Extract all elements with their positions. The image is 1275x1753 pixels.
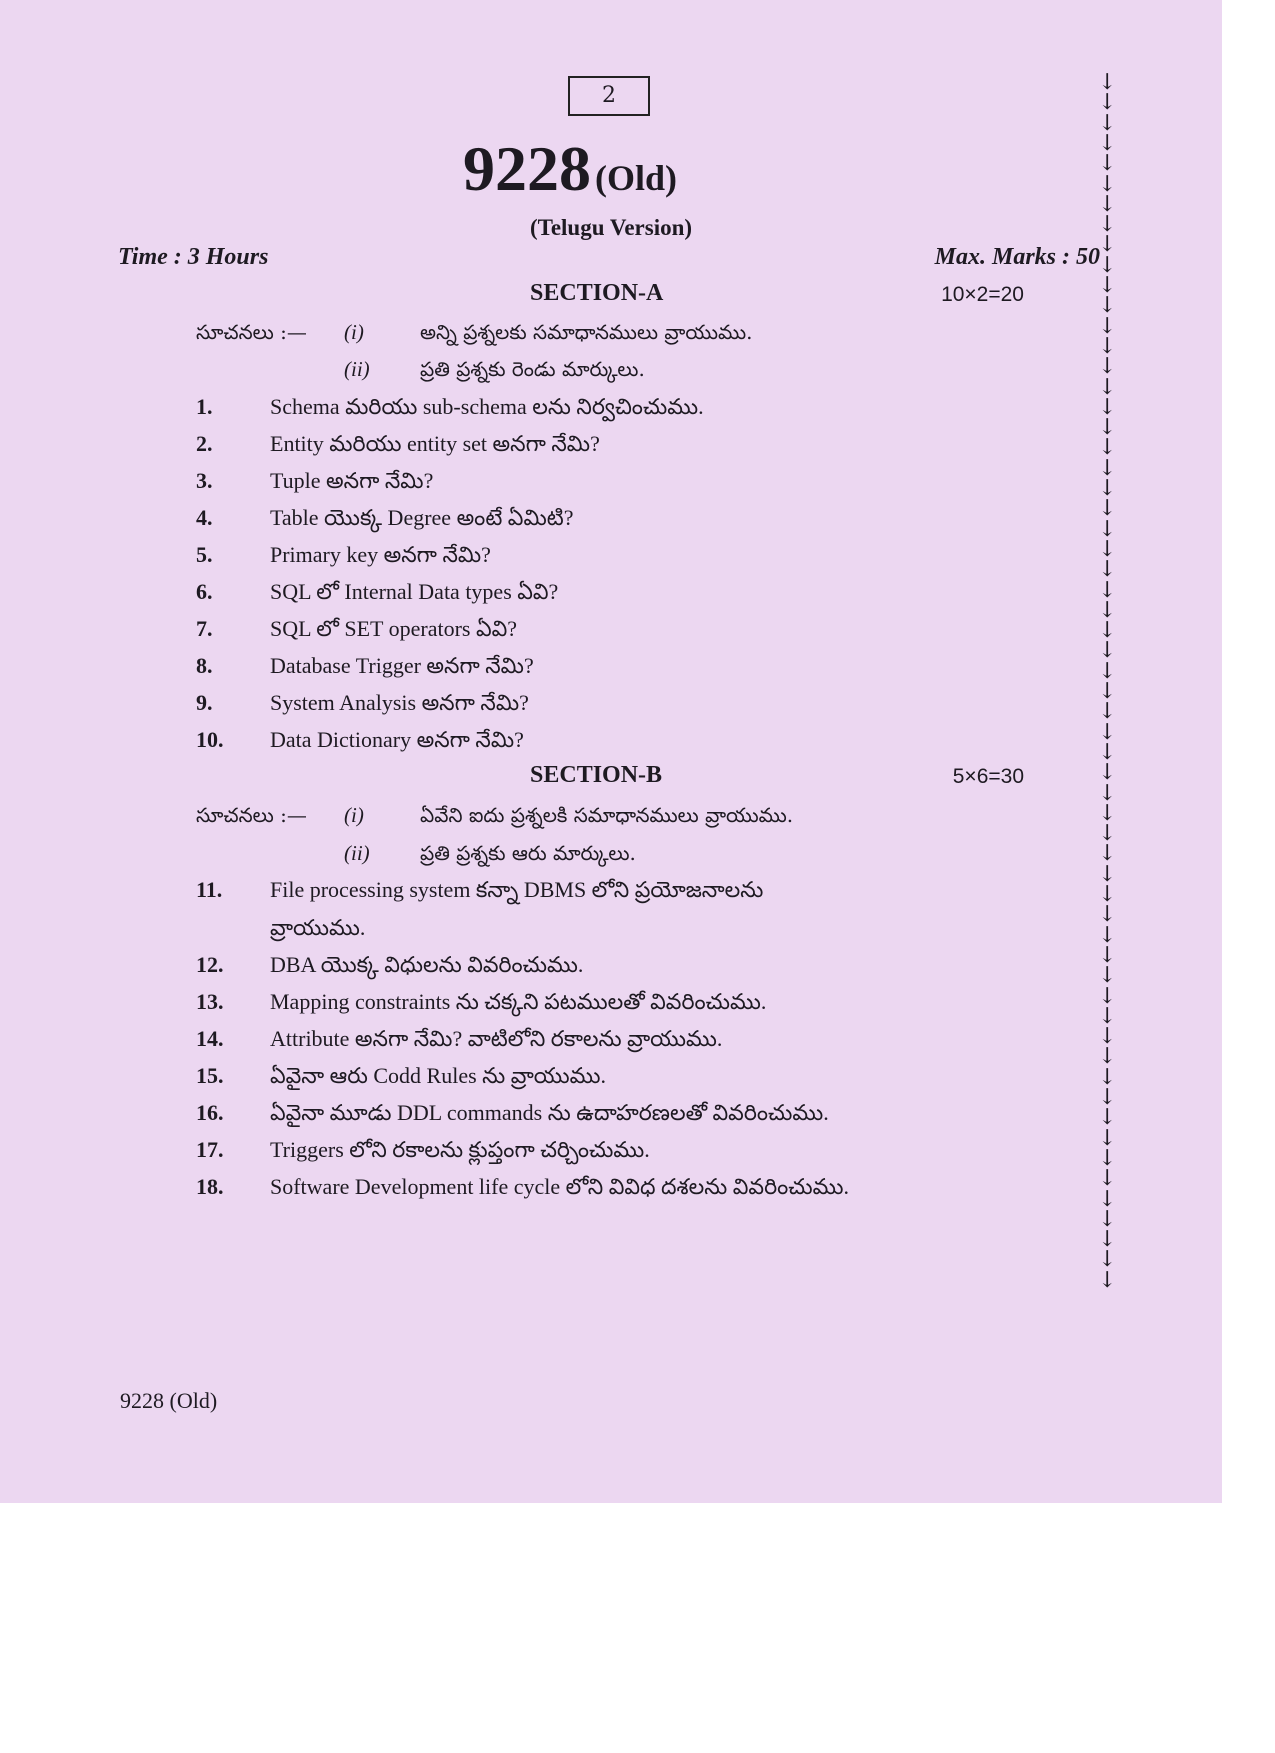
question-text: File processing system కన్నా DBMS లోని ప్రయోజనాలను bbox=[270, 877, 764, 902]
down-arrow-icon: ↓ bbox=[1098, 90, 1117, 116]
down-arrow-icon: ↓ bbox=[1098, 658, 1117, 684]
down-arrow-icon: ↓ bbox=[1098, 597, 1117, 623]
section-a-marks: 10×2=20 bbox=[941, 283, 1024, 306]
down-arrow-icon: ↓ bbox=[1098, 496, 1117, 522]
down-arrow-icon: ↓ bbox=[1098, 354, 1117, 380]
down-arrow-icon: ↓ bbox=[1098, 942, 1117, 968]
down-arrow-icon: ↓ bbox=[1098, 394, 1117, 420]
section-b-marks: 5×6=30 bbox=[952, 765, 1024, 788]
question-text: Mapping constraints ను చక్కని పటములతో వివరించుము. bbox=[270, 989, 767, 1014]
down-arrow-icon: ↓ bbox=[1098, 1024, 1117, 1050]
question-text: System Analysis అనగా నేమి? bbox=[270, 690, 529, 715]
down-arrow-icon: ↓ bbox=[1098, 922, 1117, 948]
down-arrow-icon: ↓ bbox=[1098, 232, 1117, 258]
down-arrow-icon: ↓ bbox=[1098, 1145, 1117, 1171]
question-text: Database Trigger అనగా నేమి? bbox=[270, 653, 534, 678]
down-arrow-icon: ↓ bbox=[1098, 273, 1117, 298]
section-b-note-ii-num: (ii) bbox=[344, 841, 370, 865]
question-number: 11. bbox=[196, 877, 223, 902]
question-text: Software Development life cycle లోని వివిధ దశలను వివరించుము. bbox=[270, 1174, 849, 1199]
question-number: 4. bbox=[196, 505, 213, 530]
down-arrow-icon: ↓ bbox=[1098, 313, 1117, 339]
question-number: 1. bbox=[196, 394, 213, 419]
question-text: Triggers లోని రకాలను క్లుప్తంగా చర్చించుము. bbox=[270, 1137, 650, 1162]
section-b-title: SECTION-B bbox=[530, 762, 663, 788]
down-arrow-icon: ↓ bbox=[1098, 882, 1117, 907]
down-arrow-icon: ↓ bbox=[1098, 1206, 1117, 1232]
section-b-note-i-num: (i) bbox=[344, 803, 364, 827]
question-number: 8. bbox=[196, 653, 213, 678]
question-text: Data Dictionary అనగా నేమి? bbox=[270, 727, 524, 752]
question-text: SQL లో SET operators ఏవి? bbox=[270, 616, 518, 641]
paper-code bbox=[463, 132, 677, 206]
section-a-note-i: అన్ని ప్రశ్నలకు సమాధానములు వ్రాయుము. bbox=[420, 320, 753, 344]
section-b-note-i: ఏవేని ఐదు ప్రశ్నలకి సమాధానములు వ్రాయుము. bbox=[420, 803, 794, 827]
question-number: 15. bbox=[196, 1063, 224, 1088]
question-text: Table యొక్క Degree అంటే ఏమిటి? bbox=[270, 505, 574, 530]
down-arrow-icon: ↓ bbox=[1098, 130, 1117, 156]
question-text: Tuple అనగా నేమి? bbox=[270, 468, 434, 493]
question-number: 6. bbox=[196, 579, 213, 604]
question-text: ఏవైనా మూడు DDL commands ను ఉదాహరణలతో వివరించుము. bbox=[270, 1100, 829, 1125]
question-number: 12. bbox=[196, 952, 224, 977]
down-arrow-icon: ↓ bbox=[1098, 110, 1117, 136]
down-arrow-icon: ↓ bbox=[1098, 902, 1117, 928]
down-arrow-icon: ↓ bbox=[1098, 739, 1117, 765]
question-text: Attribute అనగా నేమి? వాటిలోని రకాలను వ్రాయుము. bbox=[270, 1026, 723, 1051]
down-arrow-icon: ↓ bbox=[1098, 171, 1117, 197]
question-text: Entity మరియు entity set అనగా నేమి? bbox=[270, 431, 600, 456]
footer-paper-code: 9228 (Old) bbox=[120, 1388, 218, 1413]
section-b-note-ii: ప్రతి ప్రశ్నకు ఆరు మార్కులు. bbox=[420, 841, 636, 865]
down-arrow-icon: ↓ bbox=[1098, 719, 1117, 745]
question-number: 2. bbox=[196, 431, 213, 456]
down-arrow-icon: ↓ bbox=[1098, 1003, 1117, 1029]
section-a-note-label: సూచనలు :— bbox=[196, 320, 307, 344]
down-arrow-icon: ↓ bbox=[1098, 1166, 1117, 1192]
down-arrow-icon: ↓ bbox=[1098, 212, 1117, 238]
section-a-note-ii: ప్రతి ప్రశ్నకు రెండు మార్కులు. bbox=[420, 357, 645, 381]
question-text: వ్రాయుము. bbox=[270, 915, 366, 940]
down-arrow-icon: ↓ bbox=[1098, 618, 1117, 644]
question-text: Schema మరియు sub-schema లను నిర్వచించుము. bbox=[270, 394, 704, 419]
down-arrow-icon: ↓ bbox=[1098, 455, 1117, 481]
down-arrow-icon: ↓ bbox=[1098, 679, 1117, 704]
down-arrow-icon: ↓ bbox=[1098, 191, 1117, 217]
question-text: SQL లో Internal Data types ఏవి? bbox=[270, 579, 559, 604]
down-arrow-icon: ↓ bbox=[1098, 1186, 1117, 1212]
down-arrow-icon: ↓ bbox=[1098, 516, 1117, 542]
down-arrow-icon: ↓ bbox=[1098, 821, 1117, 847]
down-arrow-icon: ↓ bbox=[1098, 841, 1117, 867]
down-arrow-icon: ↓ bbox=[1098, 861, 1117, 887]
down-arrow-icon: ↓ bbox=[1098, 557, 1117, 583]
down-arrow-icon: ↓ bbox=[1098, 252, 1117, 278]
down-arrow-icon: ↓ bbox=[1098, 638, 1117, 664]
down-arrow-icon: ↓ bbox=[1098, 963, 1117, 989]
question-text: ఏవైనా ఆరు Codd Rules ను వ్రాయుము. bbox=[270, 1063, 607, 1088]
max-marks-label: Max. Marks : 50 bbox=[934, 244, 1100, 270]
question-number: 3. bbox=[196, 468, 213, 493]
down-arrow-icon: ↓ bbox=[1098, 333, 1117, 359]
version-label: (Telugu Version) bbox=[529, 215, 693, 240]
question-number: 17. bbox=[196, 1137, 224, 1162]
down-arrow-icon: ↓ bbox=[1098, 1085, 1117, 1110]
question-number: 14. bbox=[196, 1026, 224, 1051]
paper-code-number: 9228 bbox=[463, 133, 591, 204]
down-arrow-icon: ↓ bbox=[1098, 415, 1117, 441]
down-arrow-icon: ↓ bbox=[1098, 1064, 1117, 1090]
down-arrow-icon: ↓ bbox=[1098, 1267, 1117, 1293]
down-arrow-icon: ↓ bbox=[1098, 1044, 1117, 1070]
question-number: 10. bbox=[196, 727, 224, 752]
down-arrow-icon: ↓ bbox=[1098, 70, 1117, 95]
down-arrow-icon: ↓ bbox=[1098, 699, 1117, 725]
question-text: Primary key అనగా నేమి? bbox=[270, 542, 491, 567]
down-arrow-icon: ↓ bbox=[1098, 780, 1117, 806]
down-arrow-icon: ↓ bbox=[1098, 800, 1117, 826]
question-number: 7. bbox=[196, 616, 213, 641]
question-number: 9. bbox=[196, 690, 213, 715]
down-arrow-icon: ↓ bbox=[1098, 293, 1117, 319]
down-arrow-icon: ↓ bbox=[1098, 1125, 1117, 1151]
question-text: DBA యొక్క విధులను వివరించుము. bbox=[270, 952, 584, 977]
down-arrow-icon: ↓ bbox=[1098, 151, 1117, 177]
page-number-box: 2 bbox=[568, 76, 650, 116]
paper-code-old: (Old) bbox=[595, 158, 678, 198]
down-arrow-icon: ↓ bbox=[1098, 1105, 1117, 1131]
down-arrow-icon: ↓ bbox=[1098, 983, 1117, 1009]
question-number: 16. bbox=[196, 1100, 224, 1125]
question-number: 13. bbox=[196, 989, 224, 1014]
down-arrow-icon: ↓ bbox=[1098, 374, 1117, 400]
section-a-note-i-num: (i) bbox=[344, 320, 364, 344]
section-b-note-label: సూచనలు :— bbox=[196, 803, 307, 827]
section-a-title: SECTION-A bbox=[530, 280, 664, 306]
down-arrow-icon: ↓ bbox=[1098, 476, 1117, 501]
down-arrow-icon: ↓ bbox=[1098, 536, 1117, 562]
down-arrow-icon: ↓ bbox=[1098, 760, 1117, 786]
down-arrow-icon: ↓ bbox=[1098, 435, 1117, 461]
down-arrow-icon: ↓ bbox=[1098, 1227, 1117, 1253]
question-number: 18. bbox=[196, 1174, 224, 1199]
down-arrow-icon: ↓ bbox=[1098, 577, 1117, 603]
time-label: Time : 3 Hours bbox=[118, 244, 269, 270]
question-number: 5. bbox=[196, 542, 213, 567]
down-arrow-icon: ↓ bbox=[1098, 1247, 1117, 1273]
section-a-note-ii-num: (ii) bbox=[344, 357, 370, 381]
